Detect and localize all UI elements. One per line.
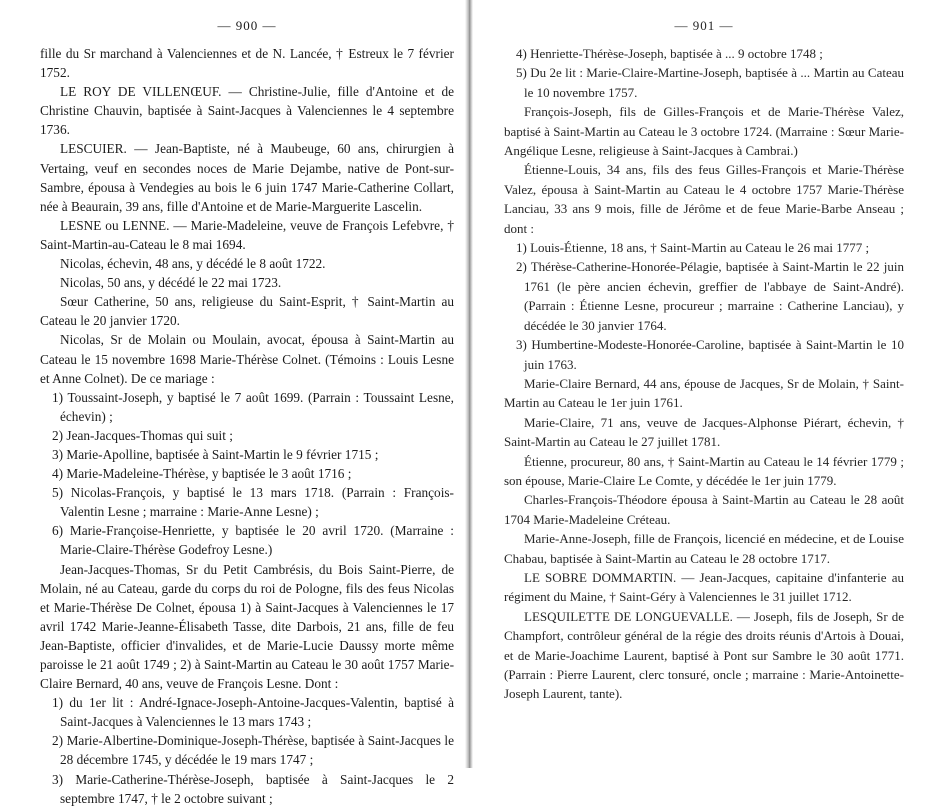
list-item: 1) Louis-Étienne, 18 ans, † Saint-Martin au Cateau le 26 mai 1777 ; — [516, 240, 870, 256]
list-item: 5) Nicolas-François, y baptisé le 13 mars 1718. (Parrain : François-Valentin Lesne ; marraine : Marie-Anne Lesne) ; — [52, 485, 454, 520]
list-item: 3) Marie-Catherine-Thérèse-Joseph, baptisée à Saint-Jacques le 2 septembre 1747, † le 2 octobre suivant ; — [52, 771, 454, 806]
left-page — [40, 14, 454, 806]
paragraph: LESNE ou LENNE. — Marie-Madeleine, veuve de François Lefebvre, † Saint-Martin-au-Cateau le 8 mai 1694. — [40, 217, 454, 252]
paragraph: Marie-Claire, 71 ans, veuve de Jacques-Alphonse Piérart, échevin, † Saint-Martin au Cateau le 27 juillet 1781. — [504, 414, 904, 450]
paragraph: Charles-François-Théodore épousa à Saint-Martin au Cateau le 28 août 1704 Marie-Madeleine Créteau. — [504, 492, 904, 527]
list-item: 2) Jean-Jacques-Thomas qui suit ; — [52, 427, 233, 443]
list-item: 2) Marie-Albertine-Dominique-Joseph-Thérèse, baptisée à Saint-Jacques le 28 décembre 1745, y décédée le 19 mars 1747 ; — [52, 733, 454, 768]
paragraph: Étienne, procureur, 80 ans, † Saint-Martin au Cateau le 14 février 1779 ; son épouse, Marie-Claire Le Comte, y décédée le 1er juin 1779. — [504, 453, 904, 488]
paragraph: Jean-Jacques-Thomas, Sr du Petit Cambrésis, du Bois Saint-Pierre, de Molain, né au Cateau, garde du corps du roi de Pologne, fils des feus Nicolas et Marie-Thérèse De Colnet, épousa 1) à Saint-Jacques à Valenciennes le 17 avril 1742 Marie-Jeanne-Élisabeth Tasse, dite Darbois, 21 ans, fille de feu Jean-Baptiste, officier d'invalides, et de Marie-Lucie Daussy morte même paroisse le 21 août 1749 ; 2) à Saint-Martin au Cateau le 30 août 1757 Marie-Claire Bernard, 40 ans, veuve de François Lesne. Dont : — [40, 561, 454, 692]
list-item: 2) Thérèse-Catherine-Honorée-Pélagie, baptisée à Saint-Martin le 22 juin 1761 (le père ancien échevin, greffier de l'abbaye de Saint-André). (Parrain : Étienne Lesne, procureur ; marraine : Catherine Lanciau), y décédée le 30 janvier 1764. — [516, 259, 904, 333]
right-page — [504, 14, 904, 754]
list-item: 1) Toussaint-Joseph, y baptisé le 7 août 1699. (Parrain : Toussaint Lesne, échevin) ; — [52, 389, 454, 424]
paragraph: Nicolas, 50 ans, y décédé le 22 mai 1723. — [60, 275, 282, 291]
page-number-left: — 900 — — [217, 18, 277, 33]
list-item: 1) du 1er lit : André-Ignace-Joseph-Antoine-Jacques-Valentin, baptisé à Saint-Jacques à Valenciennes le 13 mars 1743 ; — [52, 695, 454, 730]
paragraph: LE SOBRE DOMMARTIN. — Jean-Jacques, capitaine d'infanterie au régiment du Maine, † Saint-Géry à Valenciennes le 31 juillet 1712. — [504, 569, 904, 605]
book-gutter — [465, 0, 473, 768]
paragraph: Nicolas, échevin, 48 ans, y décédé le 8 août 1722. — [60, 256, 326, 272]
list-item: 3) Humbertine-Modeste-Honorée-Caroline, baptisée à Saint-Martin le 10 juin 1763. — [516, 337, 904, 372]
paragraph: LE ROY DE VILLENŒUF. — Christine-Julie, fille d'Antoine et de Christine Chauvin, baptisée à Saint-Jacques à Valenciennes le 4 septembre 1736. — [40, 84, 454, 138]
paragraph: Sœur Catherine, 50 ans, religieuse du Saint-Esprit, † Saint-Martin au Cateau le 20 janvier 1720. — [40, 294, 454, 329]
paragraph: fille du Sr marchand à Valenciennes et de N. Lancée, † Estreux le 7 février 1752. — [40, 46, 454, 81]
list-item: 6) Marie-Françoise-Henriette, y baptisée le 20 avril 1720. (Marraine : Marie-Claire-Thérèse Godefroy Lesne.) — [52, 523, 454, 558]
list-item: 4) Marie-Madeleine-Thérèse, y baptisée le 3 août 1716 ; — [52, 466, 352, 482]
paragraph: Nicolas, Sr de Molain ou Moulain, avocat, épousa à Saint-Martin au Cateau le 15 novembre 1698 Marie-Thérèse Colnet. (Témoins : Louis Lesne et Anne Colnet). De ce mariage : — [40, 332, 454, 386]
paragraph: LESQUILETTE DE LONGUEVALLE. — Joseph, fils de Joseph, Sr de Champfort, contrôleur général de la régie des droits réunis d'Artois à Douai, et de Marie-Joachime Laurent, baptisé à Pont sur Sambre le 30 août 1771. (Parrain : Pierre Laurent, clerc tonsuré, oncle ; marraine : Marie-Antoinette-Joseph Laurent, tante). — [504, 608, 904, 702]
paragraph: LESCUIER. — Jean-Baptiste, né à Maubeuge, 60 ans, chirurgien à Vertaing, veuf en secondes noces de Marie Dejambe, native de Pont-sur-Sambre, épousa à Vendegies au bois le 6 juin 1747 Marie-Catherine Collart, née à Beaurain, 39 ans, fille d'Antoine et de Marie-Marguerite Lascelin. — [40, 141, 454, 214]
paragraph: Marie-Claire Bernard, 44 ans, épouse de Jacques, Sr de Molain, † Saint-Martin au Cateau le 1er juin 1761. — [504, 375, 904, 411]
paragraph: Marie-Anne-Joseph, fille de François, licencié en médecine, et de Louise Chabau, baptisée à Saint-Martin au Cateau le 28 octobre 1717. — [504, 531, 904, 566]
paragraph: Étienne-Louis, 34 ans, fils des feus Gilles-François et Marie-Thérèse Valez, épousa à Saint-Martin au Cateau le 4 octobre 1757 Marie-Thérèse Lanciau, 33 ans 9 mois, fille de Jérôme et de feue Marie-Barbe Anseau ; dont : — [504, 162, 904, 236]
paragraph: François-Joseph, fils de Gilles-François et de Marie-Thérèse Valez, baptisé à Saint-Martin au Cateau le 3 octobre 1724. (Marraine : Sœur Marie-Angélique Lesne, religieuse à Saint-Jacques à Cambrai.) — [504, 104, 904, 159]
list-item: 5) Du 2e lit : Marie-Claire-Martine-Joseph, baptisée à ... Martin au Cateau le 10 novembre 1757. — [516, 65, 904, 100]
page-number-right: — 901 — — [674, 18, 734, 33]
list-item: 4) Henriette-Thérèse-Joseph, baptisée à ... 9 octobre 1748 ; — [516, 46, 823, 61]
list-item: 3) Marie-Apolline, baptisée à Saint-Martin le 9 février 1715 ; — [52, 446, 379, 462]
